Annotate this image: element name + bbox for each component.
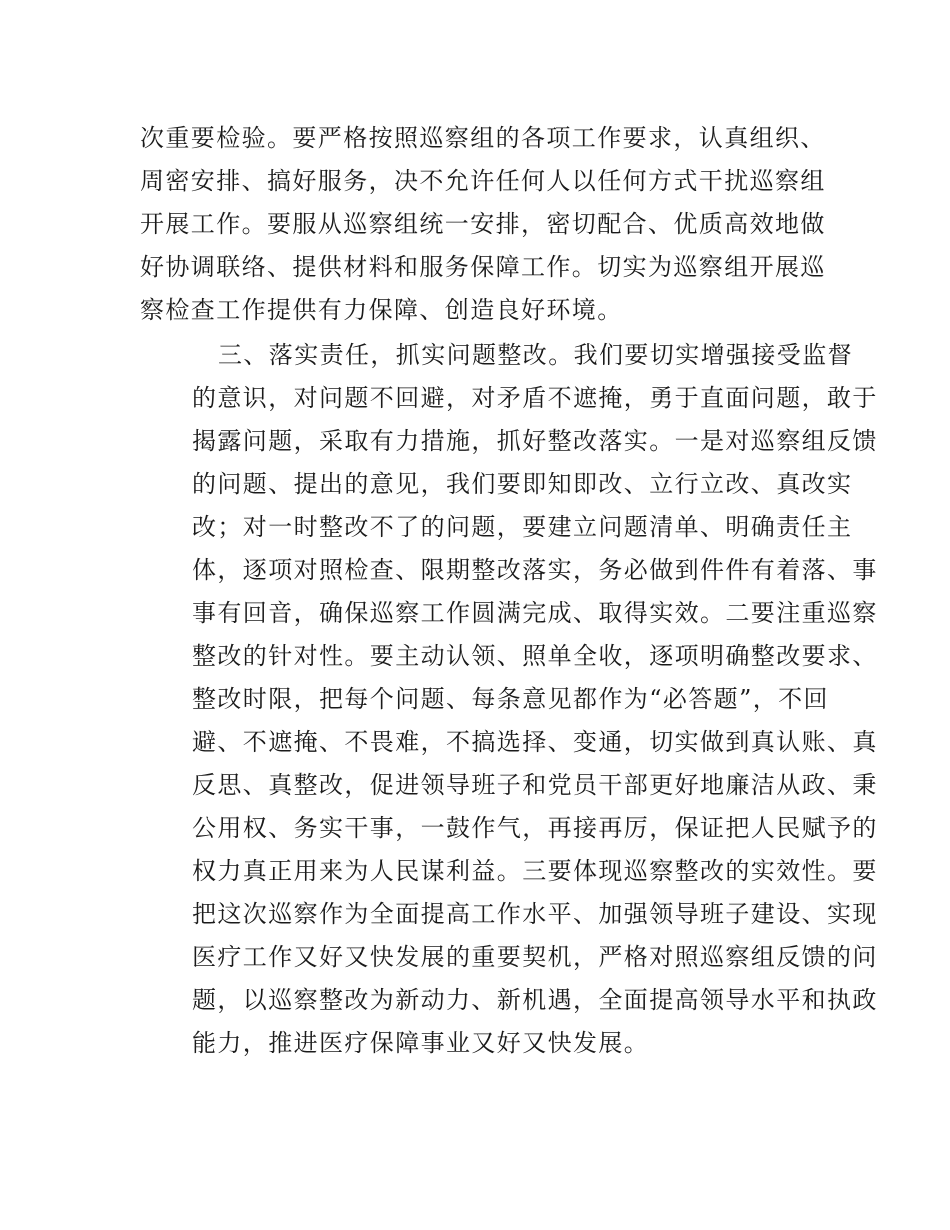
- text-line: 医疗工作又好又快发展的重要契机，严格对照巡察组反馈的问: [192, 943, 878, 971]
- document-page: [140, 117, 878, 1065]
- text-line: 的问题、提出的意见，我们要即知即改、立行立改、真改实: [192, 470, 853, 498]
- text-line: 反思、真整改，促进领导班子和党员干部更好地廉洁从政、秉: [192, 771, 878, 799]
- text-line: 事有回音，确保巡察工作圆满完成、取得实效。二要注重巡察: [192, 599, 878, 627]
- text-line: 揭露问题，采取有力措施，抓好整改落实。一是对巡察组反馈: [192, 427, 878, 455]
- text-line: 避、不遮掩、不畏难，不搞选择、变通，切实做到真认账、真: [192, 728, 878, 756]
- paragraph-2: [140, 334, 878, 1065]
- text-line: 的意识，对问题不回避，对矛盾不遮掩，勇于直面问题，敢于: [192, 384, 878, 412]
- text-line: 整改时限，把每个问题、每条意见都作为“必答题”，不回: [192, 685, 829, 713]
- text-line: 好协调联络、提供材料和服务保障工作。切实为巡察组开展巡: [140, 253, 826, 281]
- text-line: 开展工作。要服从巡察组统一安排，密切配合、优质高效地做: [140, 210, 826, 238]
- text-line: 体，逐项对照检查、限期整改落实，务必做到件件有着落、事: [192, 556, 878, 584]
- text-line: 把这次巡察作为全面提高工作水平、加强领导班子建设、实现: [192, 900, 878, 928]
- text-line: 三、落实责任，抓实问题整改。我们要切实增强接受监督: [218, 341, 853, 369]
- text-line: 公用权、务实干事，一鼓作气，再接再厉，保证把人民赋予的: [192, 814, 878, 842]
- text-line: 次重要检验。要严格按照巡察组的各项工作要求，认真组织、: [140, 124, 826, 152]
- text-line: 题，以巡察整改为新动力、新机遇，全面提高领导水平和执政: [192, 986, 878, 1014]
- text-line: 周密安排、搞好服务，决不允许任何人以任何方式干扰巡察组: [140, 167, 826, 195]
- text-line: 改；对一时整改不了的问题，要建立问题清单、明确责任主: [192, 513, 853, 541]
- text-line: 整改的针对性。要主动认领、照单全收，逐项明确整改要求、: [192, 642, 878, 670]
- text-line: 能力，推进医疗保障事业又好又快发展。: [192, 1029, 650, 1057]
- paragraph-1: [140, 117, 826, 332]
- text-line: 察检查工作提供有力保障、创造良好环境。: [140, 296, 623, 324]
- text-line: 权力真正用来为人民谋利益。三要体现巡察整改的实效性。要: [192, 857, 878, 885]
